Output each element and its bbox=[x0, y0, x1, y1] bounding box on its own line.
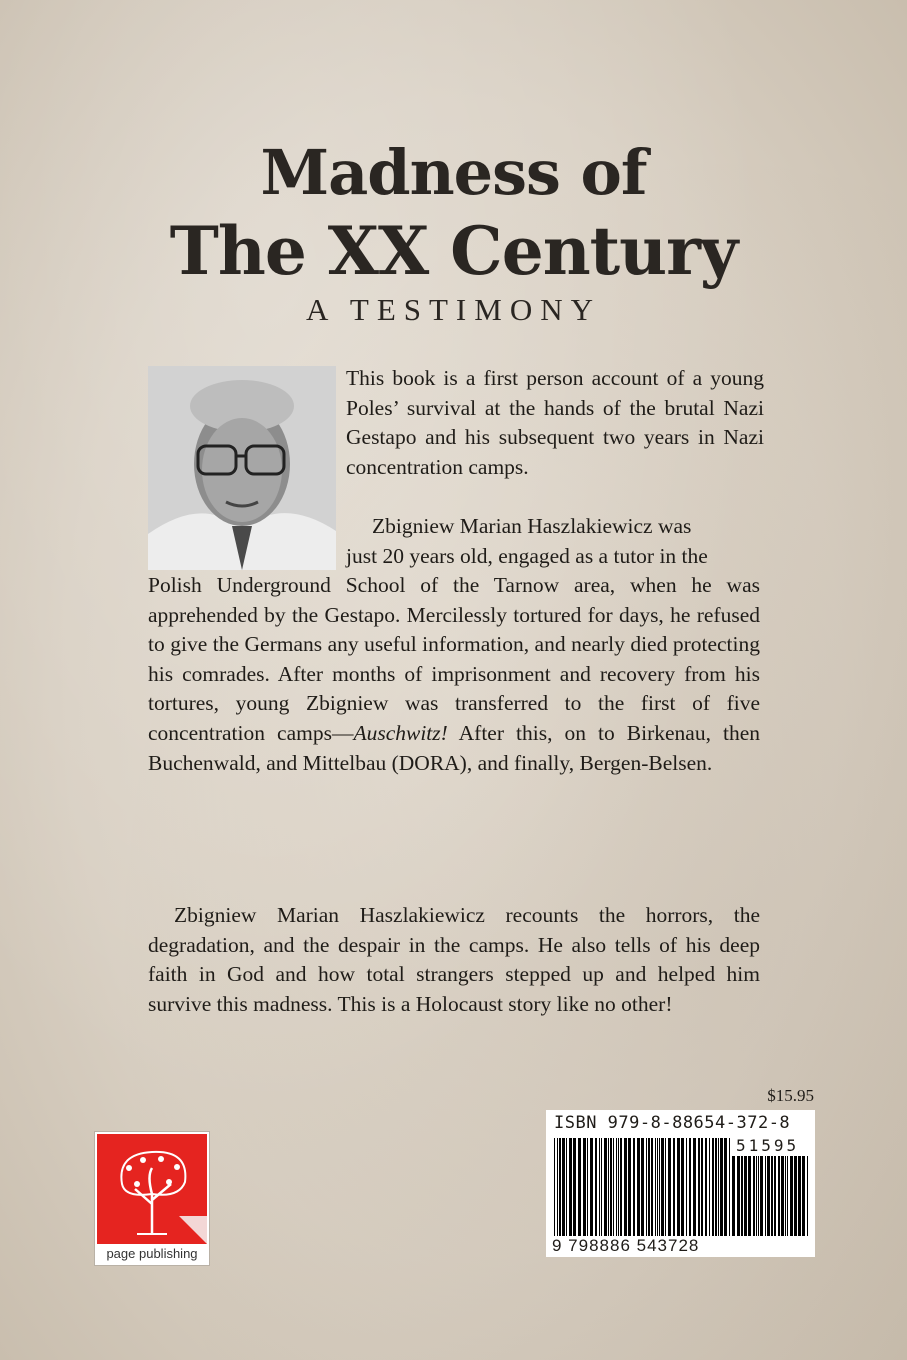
barcode-bar bbox=[613, 1138, 614, 1236]
barcode-bar bbox=[677, 1138, 680, 1236]
book-title-line-1: Madness of bbox=[260, 136, 647, 209]
barcode-digits: 9 798886 543728 bbox=[552, 1236, 700, 1255]
barcode-bar bbox=[659, 1138, 660, 1236]
barcode-bar bbox=[657, 1138, 658, 1236]
barcode-bar bbox=[693, 1138, 696, 1236]
barcode-bar bbox=[637, 1138, 640, 1236]
isbn-barcode bbox=[546, 1110, 815, 1257]
barcode-bar bbox=[778, 1156, 780, 1236]
barcode-bar bbox=[744, 1156, 747, 1236]
isbn-label: ISBN 979-8-88654-372-8 bbox=[554, 1113, 791, 1133]
blurb-paragraph-1: This book is a first person account of a young Poles’ survival at the hands of the brutal Nazi Gestapo and his subsequent two years in Nazi concentration camps. bbox=[346, 366, 764, 479]
barcode-bar bbox=[760, 1156, 763, 1236]
barcode-bar bbox=[601, 1138, 602, 1236]
barcode-bar bbox=[732, 1156, 735, 1236]
barcode-bar bbox=[718, 1138, 719, 1236]
barcode-bar bbox=[554, 1138, 555, 1236]
barcode-bar bbox=[724, 1138, 727, 1236]
barcode-bar bbox=[794, 1156, 797, 1236]
barcode-addon-bars bbox=[732, 1156, 808, 1236]
barcode-bar bbox=[599, 1138, 600, 1236]
blurb-paragraph-3: Zbigniew Marian Haszlakiewicz recounts the horrors, the degradation, and the despair in the camps. He also tells of his deep faith in God and how total strangers stepped up and helped him survive this madness. This is a Holocaust story like no other! bbox=[148, 903, 760, 1016]
barcode-bar bbox=[756, 1156, 757, 1236]
barcode-bar bbox=[767, 1156, 770, 1236]
blurb-auschwitz-emphasis: Auschwitz! bbox=[353, 720, 448, 745]
barcode-bar bbox=[583, 1138, 586, 1236]
barcode-bar bbox=[616, 1138, 617, 1236]
barcode-bar bbox=[802, 1156, 805, 1236]
author-portrait-icon bbox=[148, 366, 336, 570]
barcode-bar bbox=[720, 1138, 723, 1236]
barcode-bar bbox=[787, 1156, 788, 1236]
barcode-bar bbox=[610, 1138, 612, 1236]
barcode-bar bbox=[737, 1156, 740, 1236]
tree-logo-icon bbox=[97, 1134, 207, 1244]
barcode-bar bbox=[712, 1138, 714, 1236]
barcode-bar bbox=[618, 1138, 619, 1236]
barcode-bar bbox=[590, 1138, 593, 1236]
barcode-bar bbox=[748, 1156, 751, 1236]
barcode-bar bbox=[641, 1138, 644, 1236]
barcode-bar bbox=[628, 1138, 631, 1236]
barcode-bar bbox=[661, 1138, 664, 1236]
price-label: $15.95 bbox=[767, 1086, 814, 1105]
barcode-bar bbox=[705, 1138, 707, 1236]
barcode-bar bbox=[686, 1138, 687, 1236]
barcode-bar bbox=[578, 1138, 581, 1236]
barcode-bar bbox=[729, 1138, 730, 1236]
barcode-bar bbox=[689, 1138, 691, 1236]
barcode-bar bbox=[562, 1138, 565, 1236]
blurb-paragraph-2-line-2: just 20 years old, engaged as a tutor in the bbox=[346, 543, 708, 568]
publisher-logo-badge bbox=[97, 1134, 207, 1244]
barcode-bar bbox=[559, 1138, 561, 1236]
blurb-paragraph-2-body bbox=[148, 571, 760, 778]
barcode-bar bbox=[646, 1138, 647, 1236]
barcode-addon-digits: 51595 bbox=[736, 1136, 800, 1155]
barcode-bar bbox=[698, 1138, 700, 1236]
blurb-paragraph-2-text-b: After this, on to Birkenau, then Buchenwald, and Mittelbau (DORA), and finally, Bergen-Belsen. bbox=[148, 720, 760, 775]
barcode-main-bars bbox=[554, 1138, 730, 1236]
barcode-bar bbox=[573, 1138, 576, 1236]
barcode-bar bbox=[709, 1138, 710, 1236]
barcode-bar bbox=[604, 1138, 607, 1236]
publisher-logo bbox=[94, 1131, 210, 1266]
barcode-bar bbox=[781, 1156, 784, 1236]
barcode-bar bbox=[715, 1138, 717, 1236]
barcode-bar bbox=[665, 1138, 666, 1236]
barcode-bar bbox=[595, 1138, 597, 1236]
barcode-bar bbox=[765, 1156, 766, 1236]
barcode-bar bbox=[790, 1156, 793, 1236]
barcode-bar bbox=[569, 1138, 572, 1236]
barcode-bar bbox=[608, 1138, 609, 1236]
barcode-bar bbox=[668, 1138, 671, 1236]
author-portrait bbox=[148, 366, 336, 570]
barcode-bar bbox=[774, 1156, 776, 1236]
barcode-bar bbox=[798, 1156, 801, 1236]
barcode-bar bbox=[587, 1138, 588, 1236]
barcode-bar bbox=[655, 1138, 656, 1236]
barcode-bar bbox=[624, 1138, 627, 1236]
blurb-paragraph-2-line-1: Zbigniew Marian Haszlakiewicz was bbox=[372, 514, 692, 538]
barcode-bar bbox=[557, 1138, 558, 1236]
barcode-bar bbox=[785, 1156, 786, 1236]
barcode-bar bbox=[633, 1138, 635, 1236]
barcode-bar bbox=[753, 1156, 755, 1236]
barcode-bar bbox=[771, 1156, 773, 1236]
barcode-bar bbox=[758, 1156, 759, 1236]
barcode-bar bbox=[681, 1138, 684, 1236]
book-subtitle: A TESTIMONY bbox=[306, 292, 601, 327]
barcode-bar bbox=[620, 1138, 622, 1236]
barcode-bar bbox=[566, 1138, 567, 1236]
barcode-bar bbox=[741, 1156, 743, 1236]
barcode-bar bbox=[651, 1138, 653, 1236]
barcode-bar bbox=[673, 1138, 675, 1236]
barcode-bar bbox=[701, 1138, 703, 1236]
book-title-line-2: The XX Century bbox=[169, 212, 738, 290]
blurb-paragraph-2-text-a: Polish Underground School of the Tarnow area, when he was apprehended by the Gestapo. Mercilessly tortured for days, he refused to give the Germans any useful information, and nearly died protecting his comrades. After months of imprisonment and recovery from his tortures, young Zbigniew was transferred to the first of five concentration camps— bbox=[148, 573, 760, 745]
barcode-bar bbox=[648, 1138, 650, 1236]
publisher-name: page publishing bbox=[106, 1246, 198, 1261]
barcode-bar bbox=[807, 1156, 808, 1236]
